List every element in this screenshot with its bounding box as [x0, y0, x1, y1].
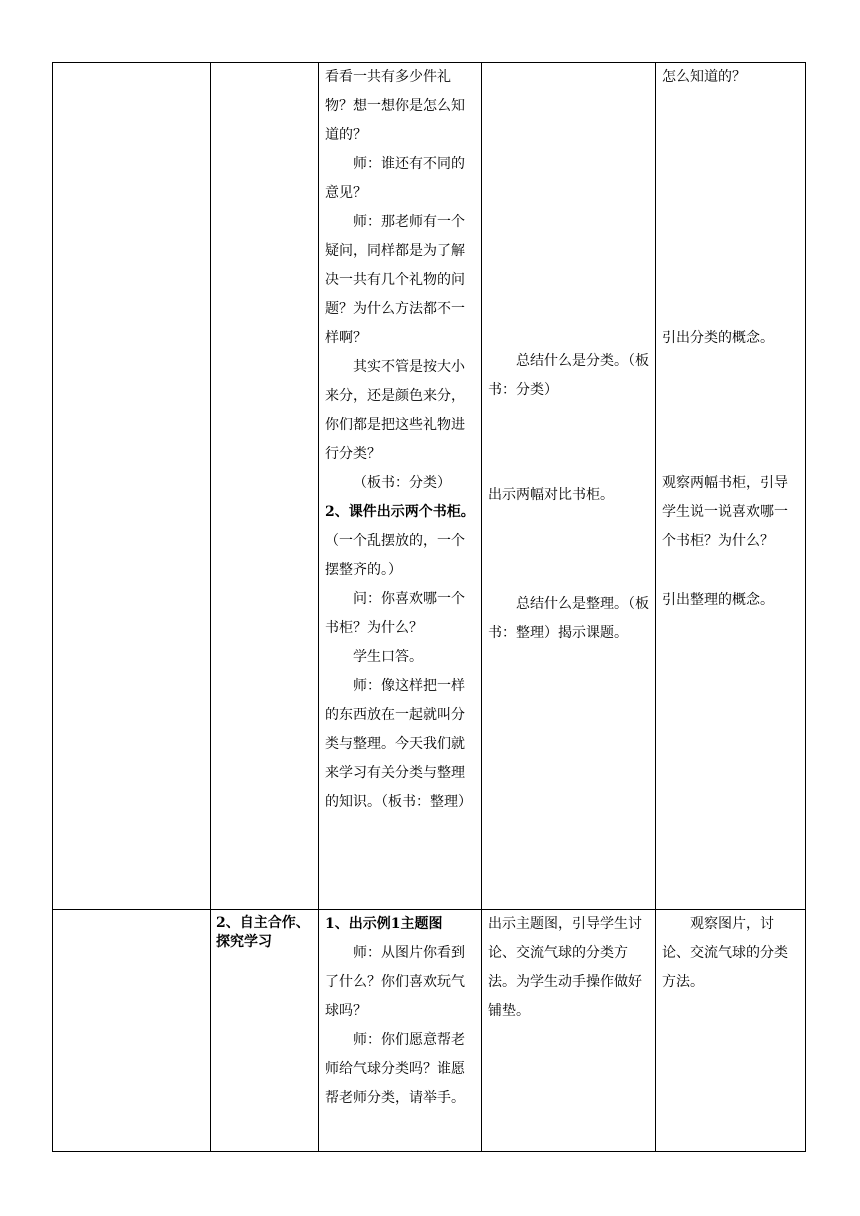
- paragraph: [325, 498, 475, 585]
- teacher-activity-cell: [482, 910, 656, 1152]
- paragraph: 师：像这样把一样的东西放在一起就叫分类与整理。今天我们就来学习有关分类与整理的知识。（板书：整理）: [325, 678, 472, 810]
- paragraph: 出示主题图，引导学生讨论、交流气球的分类方法。为学生动手操作做好铺垫。: [488, 916, 642, 1019]
- paragraph: 看看一共有多少件礼物？想一想你是怎么知道的？: [325, 69, 465, 143]
- paragraph: 引出分类的概念。: [662, 330, 774, 346]
- paragraph: 总结什么是整理。（板书：整理）揭示课题。: [488, 596, 649, 641]
- table-row: [53, 63, 806, 910]
- step-heading: 1、出示例1主题图: [325, 916, 443, 932]
- teaching-process-cell: [319, 63, 482, 910]
- design-intent-cell: [656, 63, 806, 910]
- blank-cell: [53, 63, 211, 910]
- lesson-plan-table: [52, 62, 806, 1152]
- paragraph: 观察两幅书柜，引导学生说一说喜欢哪一个书柜？为什么？: [662, 475, 788, 549]
- paragraph: 问：你喜欢哪一个书柜？为什么？: [325, 591, 465, 636]
- phase-cell: [211, 910, 319, 1152]
- paragraph: 师：从图片你看到了什么？你们喜欢玩气球吗？: [325, 945, 465, 1019]
- paragraph: 师：那老师有一个疑问，同样都是为了解决一共有几个礼物的问题？为什么方法都不一样啊？: [325, 214, 465, 346]
- paragraph: 其实不管是按大小来分，还是颜色来分，你们都是把这些礼物进行分类？: [325, 359, 465, 462]
- step-note: （一个乱摆放的，一个摆整齐的。）: [325, 533, 465, 578]
- design-intent-cell: [656, 910, 806, 1152]
- paragraph: 学生口答。: [353, 649, 423, 665]
- paragraph: 师：谁还有不同的意见？: [325, 156, 465, 201]
- teacher-activity-cell: [482, 63, 656, 910]
- paragraph: 引出整理的概念。: [662, 592, 774, 608]
- phase-title: 2、自主合作、探究学习: [216, 915, 310, 950]
- phase-cell: [211, 63, 319, 910]
- blank-cell: [53, 910, 211, 1152]
- step-heading: 2、课件出示两个书柜。: [325, 504, 475, 520]
- paragraph: 出示两幅对比书柜。: [488, 487, 614, 503]
- teaching-process-cell: [319, 910, 482, 1152]
- paragraph: 怎么知道的？: [662, 69, 746, 85]
- paragraph: 观察图片，讨论、交流气球的分类方法。: [662, 916, 788, 990]
- paragraph: 总结什么是分类。（板书：分类）: [488, 353, 649, 398]
- paragraph: （板书：分类）: [353, 475, 451, 491]
- table-row: [53, 910, 806, 1152]
- paragraph: 师：你们愿意帮老师给气球分类吗？谁愿帮老师分类，请举手。: [325, 1032, 465, 1106]
